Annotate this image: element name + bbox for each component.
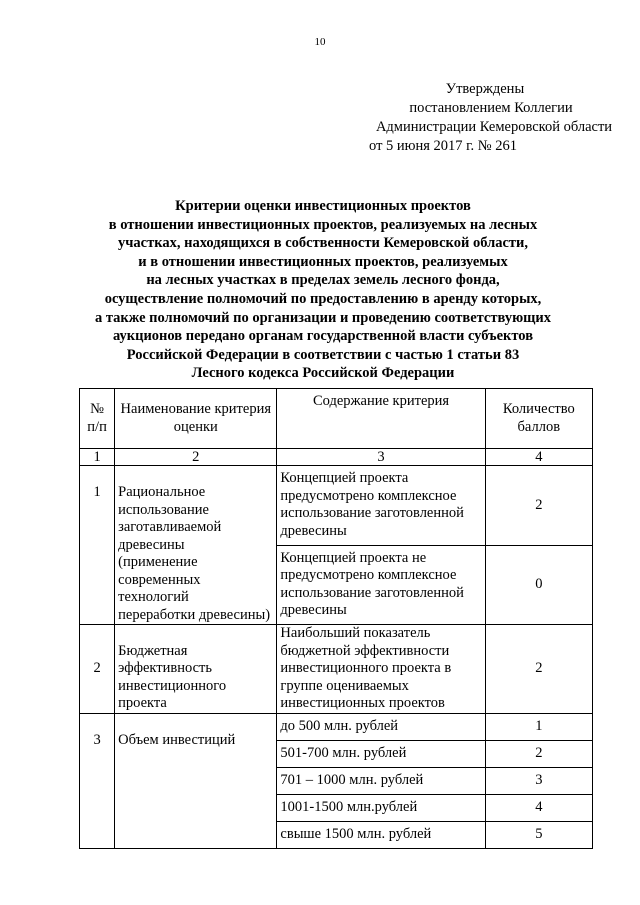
content-line: Концепцией проекта не <box>280 549 427 566</box>
table-row <box>80 713 593 740</box>
approval-block <box>330 80 630 156</box>
index-cell: 3 <box>277 449 485 466</box>
criterion-score: 4 <box>485 794 592 821</box>
title-line: Лесного кодекса Российской Федерации <box>191 365 455 382</box>
approval-line: постановлением Коллегии <box>409 100 573 116</box>
criterion-score: 5 <box>485 821 592 848</box>
title-line: Критерии оценки инвестиционных проектов <box>175 198 471 214</box>
index-cell: 2 <box>115 449 277 466</box>
header-text: № <box>90 401 104 417</box>
document-title <box>62 197 584 383</box>
header-num <box>80 389 115 449</box>
criterion-content: до 500 млн. рублей <box>277 713 485 740</box>
criterion-content <box>277 545 485 625</box>
header-content <box>277 389 485 449</box>
criterion-content <box>277 466 485 546</box>
criterion-num: 1 <box>80 466 115 625</box>
criterion-score: 2 <box>485 466 592 546</box>
index-cell: 4 <box>485 449 592 466</box>
title-line: аукционов передано органам государственной власти субъектов <box>112 328 534 345</box>
approval-line: Утверждены <box>445 81 525 97</box>
criterion-num: 2 <box>80 625 115 714</box>
criterion-name <box>115 713 277 848</box>
criteria-table <box>79 388 593 849</box>
header-score <box>485 389 592 449</box>
title-line: а также полномочий по организации и проведению соответствующих <box>94 309 551 326</box>
header-text: Наименование критерия <box>120 401 271 417</box>
approval-line: от 5 июня 2017 г. № 261 <box>369 138 517 154</box>
header-text: п/п <box>87 418 107 435</box>
title-line: на лесных участках в пределах земель лесного фонда, <box>146 272 500 289</box>
name-line: Рациональное <box>118 484 206 500</box>
header-text: Количество <box>502 401 575 417</box>
title-line: и в отношении инвестиционных проектов, реализуемых <box>138 253 508 270</box>
page-number: 10 <box>314 36 326 48</box>
title-line: осуществление полномочий по предоставлению в аренду которых, <box>104 290 542 307</box>
index-cell: 1 <box>80 449 115 466</box>
criterion-score: 0 <box>485 545 592 625</box>
approval-line: Администрации Кемеровской области <box>375 119 613 135</box>
name-line: инвестиционного <box>118 677 227 694</box>
table-row <box>80 466 593 546</box>
content-line: группе оцениваемых <box>280 677 409 694</box>
criterion-name <box>115 625 277 714</box>
title-line: в отношении инвестиционных проектов, реализуемых на лесных <box>108 216 538 233</box>
name-line: переработки древесины) <box>118 606 271 623</box>
criterion-name <box>115 466 277 625</box>
name-line: Бюджетная <box>118 642 188 659</box>
content-line: Концепцией проекта <box>280 470 409 487</box>
criterion-num: 3 <box>80 713 115 848</box>
header-text: Содержание критерия <box>312 393 450 409</box>
content-line: инвестиционного проекта в <box>280 660 452 676</box>
name-line: использование <box>118 501 209 518</box>
name-line: эффективность <box>118 660 212 676</box>
name-line: Объем инвестиций <box>118 731 236 748</box>
title-line: участках, находящихся в собственности Кемеровской области, <box>117 235 529 252</box>
content-line: предусмотрено комплексное <box>280 567 457 584</box>
content-line: инвестиционных проектов <box>280 695 445 711</box>
content-line: использование заготовленной <box>280 584 464 601</box>
name-line: (применение <box>118 554 198 570</box>
index-row <box>80 449 593 466</box>
content-line: Наибольший показатель <box>280 625 431 641</box>
content-line: древесины <box>280 522 347 539</box>
name-line: древесины <box>118 536 185 553</box>
criterion-score: 1 <box>485 713 592 740</box>
criterion-score: 2 <box>485 625 592 714</box>
name-line: проекта <box>118 695 167 711</box>
criterion-content: свыше 1500 млн. рублей <box>277 821 485 848</box>
header-text: оценки <box>173 418 218 435</box>
content-line: древесины <box>280 602 347 619</box>
content-line: бюджетной эффективности <box>280 642 450 659</box>
criterion-content: 1001-1500 млн.рублей <box>277 794 485 821</box>
content-line: использование заготовленной <box>280 505 464 522</box>
title-line: Российской Федерации в соответствии с частью 1 статьи 83 <box>126 346 520 363</box>
criterion-content: 701 – 1000 млн. рублей <box>277 767 485 794</box>
header-text: баллов <box>517 418 561 435</box>
name-line: заготавливаемой <box>118 519 222 535</box>
header-name <box>115 389 277 449</box>
table-header-row <box>80 389 593 449</box>
table-row <box>80 625 593 714</box>
criterion-score: 3 <box>485 767 592 794</box>
criterion-content: 501-700 млн. рублей <box>277 740 485 767</box>
name-line: современных технологий <box>118 571 201 605</box>
criterion-score: 2 <box>485 740 592 767</box>
content-line: предусмотрено комплексное <box>280 487 457 504</box>
criterion-content <box>277 625 485 714</box>
